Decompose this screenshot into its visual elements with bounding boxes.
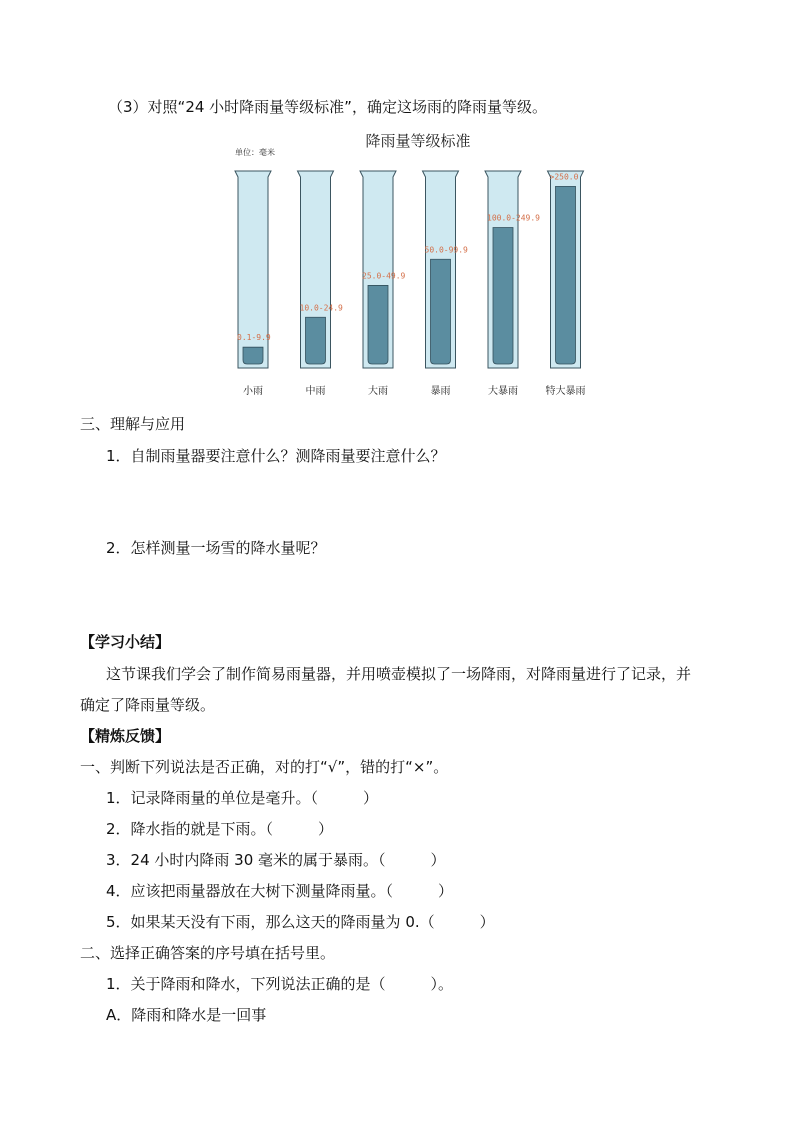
summary-heading: 【学习小结】 [80, 633, 171, 651]
category-label-4: 暴雨 [430, 386, 451, 397]
range-label-5: 100.0-249.9 [487, 213, 540, 223]
rainfall-bar-3 [368, 285, 388, 364]
choice-option-a: A．降雨和降水是一回事 [106, 1006, 267, 1024]
unit-label: 单位：毫米 [235, 148, 275, 157]
section-3-question-2: 2．怎样测量一场雪的降水量呢？ [106, 539, 326, 557]
rainfall-bar-6 [556, 186, 576, 364]
category-label-3: 大雨 [368, 386, 388, 397]
section-3-title: 三、理解与应用 [80, 415, 186, 433]
range-label-6: >250.0 [549, 172, 579, 182]
question-3-text: （3）对照“24 小时降雨量等级标准”，确定这场雨的降雨量等级。 [108, 98, 547, 116]
judgement-item-1: 1．记录降雨量的单位是毫升。（ ） [106, 789, 379, 807]
rainfall-bar-2 [306, 317, 326, 364]
range-label-3: 25.0-49.9 [362, 271, 406, 281]
rainfall-level-chart [228, 126, 608, 404]
range-label-4: 50.0-99.9 [424, 245, 468, 255]
range-label-1: 0.1-9.9 [237, 333, 271, 343]
summary-line-2: 确定了降雨量等级。 [80, 696, 216, 714]
part-2-title: 二、选择正确答案的序号填在括号里。 [80, 944, 336, 962]
judgement-item-3: 3．24 小时内降雨 30 毫米的属于暴雨。（ ） [106, 851, 446, 869]
practice-heading: 【精炼反馈】 [80, 727, 171, 745]
rainfall-bar-4 [431, 259, 451, 364]
judgement-item-2: 2．降水指的就是下雨。（ ） [106, 820, 334, 838]
summary-line-1: 这节课我们学会了制作简易雨量器，并用喷壶模拟了一场降雨，对降雨量进行了记录，并 [106, 665, 692, 683]
section-3-question-1: 1．自制雨量器要注意什么？测降雨量要注意什么？ [106, 447, 446, 465]
category-label-6: 特大暴雨 [545, 386, 586, 397]
judgement-item-4: 4．应该把雨量器放在大树下测量降雨量。（ ） [106, 882, 454, 900]
rainfall-bar-5 [493, 227, 513, 364]
choice-question-1: 1．关于降雨和降水，下列说法正确的是（ ）。 [106, 975, 454, 993]
judgement-item-5: 5．如果某天没有下雨，那么这天的降雨量为 0.（ ） [106, 913, 495, 931]
range-label-2: 10.0-24.9 [299, 303, 343, 313]
rainfall-bar-1 [243, 347, 263, 364]
part-1-title: 一、判断下列说法是否正确，对的打“√”，错的打“×”。 [80, 758, 449, 776]
category-label-1: 小雨 [243, 386, 263, 397]
chart-title: 降雨量等级标准 [365, 132, 471, 150]
category-label-5: 大暴雨 [488, 386, 518, 397]
category-label-2: 中雨 [305, 386, 326, 397]
